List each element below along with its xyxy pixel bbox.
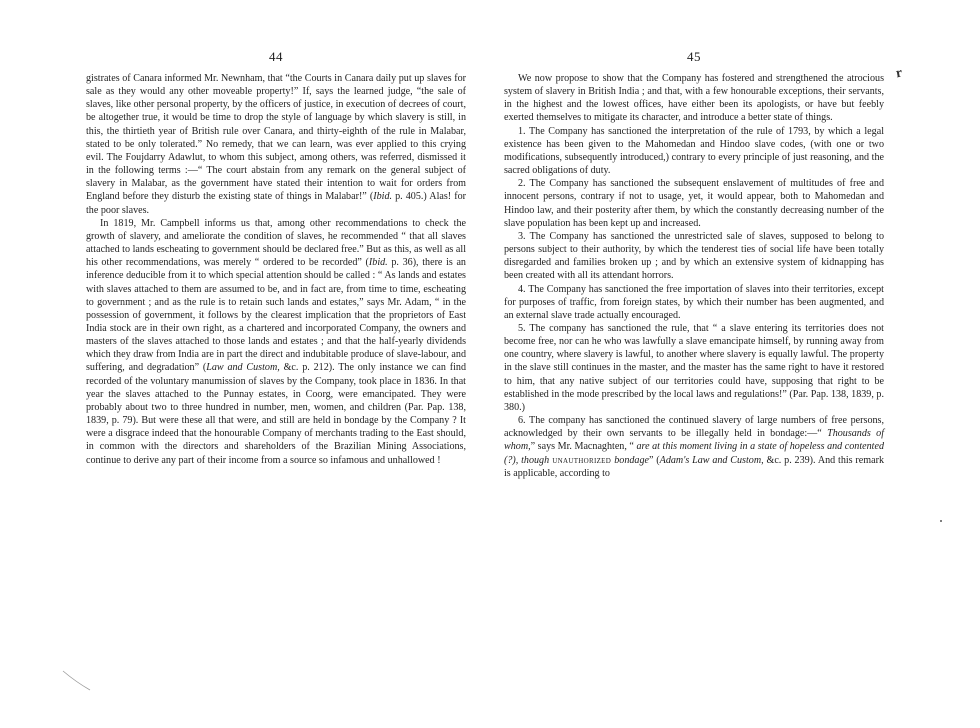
page-edge-line — [62, 670, 92, 692]
quote-italic: bondage — [614, 454, 649, 466]
left-page-text — [86, 72, 466, 467]
ink-speck — [940, 520, 942, 522]
text-run: In 1819, Mr. Campbell informs us that, among other recommendations to check the growth of slavery, and ameliorate the condition of slaves, he recommended “ that all slaves attached to lands escheating to government should be declared free.” But as this, as well as all his other recommendations, was merely “ ordered to be recorded” ( — [86, 217, 466, 269]
list-item-6 — [504, 414, 884, 480]
margin-mark: r — [894, 65, 904, 82]
text-run: gistrates of Canara informed Mr. Newnham, that “the Courts in Canara daily put up slaves for sale as they would any other moveable property!” If, says the learned judge, “the sale of slaves, like other personal property, by the officers of justice, in execution of decrees of court, be altogether true, it would be time to drop the style of language by which slavery is still, in this, the thirtieth year of British rule over Canara, and thirty-eighth of the rule in Malabar, stated to be only tolerated.” No remedy, that we can learn, was ever applied to this crying evil. The Foujdarry Adawlut, to whom this subject, among others, was referred, dismissed it in the following terms :—“ The court abstain from any remark on the general subject of slavery in Malabar, as the government have stated their intention to wait for orders from England before they disturb the existing state of things in Malabar!” ( — [86, 73, 466, 203]
small-caps-word: unauthorized — [549, 454, 615, 466]
text-run: ” ( — [648, 454, 660, 466]
quote-italic: Thousands of whom, — [504, 428, 884, 453]
text-run: p. 405.) Alas! for the poor slaves. — [86, 191, 467, 216]
paragraph-1819 — [86, 217, 466, 467]
text-run: 6. The company has sanctioned the continued slavery of large numbers of free persons, acknowledged by their own servants to be illegally held in bondage:—“ — [504, 415, 884, 440]
citation: Law and Custom, — [206, 362, 280, 374]
paragraph-canara — [86, 72, 466, 217]
text-run: p. 36), there is an inference deducible from it to which special attention should be called : “ As lands and estates with slaves attached to them are assumed to be, and in fact are, from time to time, escheating to government ; and as the rule is to retain such lands and estates,” says Mr. Adam, “ in the possession of government, it follows by the clearest implication that the proprietors of East India stock are in their own right, as a chartered and incorporated Company, the owners and masters of the slaves attached to those lands and estates ; and that the half-yearly dividends which they draw from India are in part the direct and indubitable produce of slave-labour, and suffering, and degradation” ( — [86, 257, 466, 374]
list-item-1: 1. The Company has sanctioned the interpretation of the rule of 1793, by which a legal existence has been given to the Mahomedan and Hindoo slave codes, (with one or two modifications, subsequently introduced,) contrary to every principle of just reasoning, and the sacred obligations of duty. — [504, 125, 884, 177]
left-page — [86, 0, 466, 728]
citation: Adam's Law and Custom, — [659, 454, 764, 466]
text-run: &c. p. 212). The only instance we can find recorded of the voluntary manumission of slaves by the Company, took place in 1836. In that year the slaves attached to the Punnay estates, in Coorg, were emancipated. They were probably about two to three hundred in number, men, women, and children (Par. Pap. 138, 1839, p. 79). But were these all that were, and still are held in bondage by the Company ? It were a disgrace indeed that the honourable Company of merchants trading to the East should, in common with the directors and shareholders of the Brazilian Mining Associations, continue to derive any part of their income from a source so infamous and unhallowed ! — [86, 362, 466, 466]
list-item-5: 5. The company has sanctioned the rule, that “ a slave entering its territories does not become free, nor can he who was lawfully a slave emancipate himself, by running away from one country, where slavery is lawful, to another where slavery is equally lawful. The property in the slave still continues in the master, and the master has the same right to have it restored to him, that any native subject of our territories could have, supposing that right to be established in the mode prescribed by the local laws and regulations!” (Par. Pap. 138, 1839, p. 380.) — [504, 322, 884, 413]
text-run: ” says Mr. Macnaghten, “ — [530, 441, 637, 453]
page-number-right: 45 — [687, 49, 701, 64]
paragraph-intro: We now propose to show that the Company has fostered and strengthened the atrocious system of slavery in British India ; and that, with a few honourable exceptions, their servants, in the highest and the lowest offices, have either been its apologists, or have but feebly exerted themselves to mitigate its character, and introduce a better state of things. — [504, 73, 884, 124]
quote-italic: are at this moment living in a state of hopeless and contented (?), though — [504, 441, 884, 466]
list-item-3: 3. The Company has sanctioned the unrestricted sale of slaves, supposed to belong to persons subject to their authority, by which the tenderest ties of social life have been totally disregarded and families broken up ; and by which an extensive system of kidnapping has been created with all its attendant horrors. — [504, 230, 884, 282]
right-page-text — [504, 72, 884, 480]
list-item-2: 2. The Company has sanctioned the subsequent enslavement of multitudes of free and innocent persons, contrary if not to usage, yet, it would appear, both to Mahomedan and Hindoo law, and their posterity after them, by which the constantly decreasing number of the slave population has been kept up and increased. — [504, 178, 884, 229]
list-item-4: 4. The Company has sanctioned the free importation of slaves into their territories, except for purposes of traffic, from foreign states, by which their number has been augmented, and an external slave trade actually encouraged. — [504, 283, 884, 321]
page-number-left: 44 — [269, 49, 283, 64]
citation: Ibid. — [368, 257, 388, 269]
citation: Ibid. — [373, 191, 393, 203]
text-run: &c. p. 239). And this remark is applicable, according to — [504, 454, 884, 479]
right-page — [504, 0, 884, 728]
